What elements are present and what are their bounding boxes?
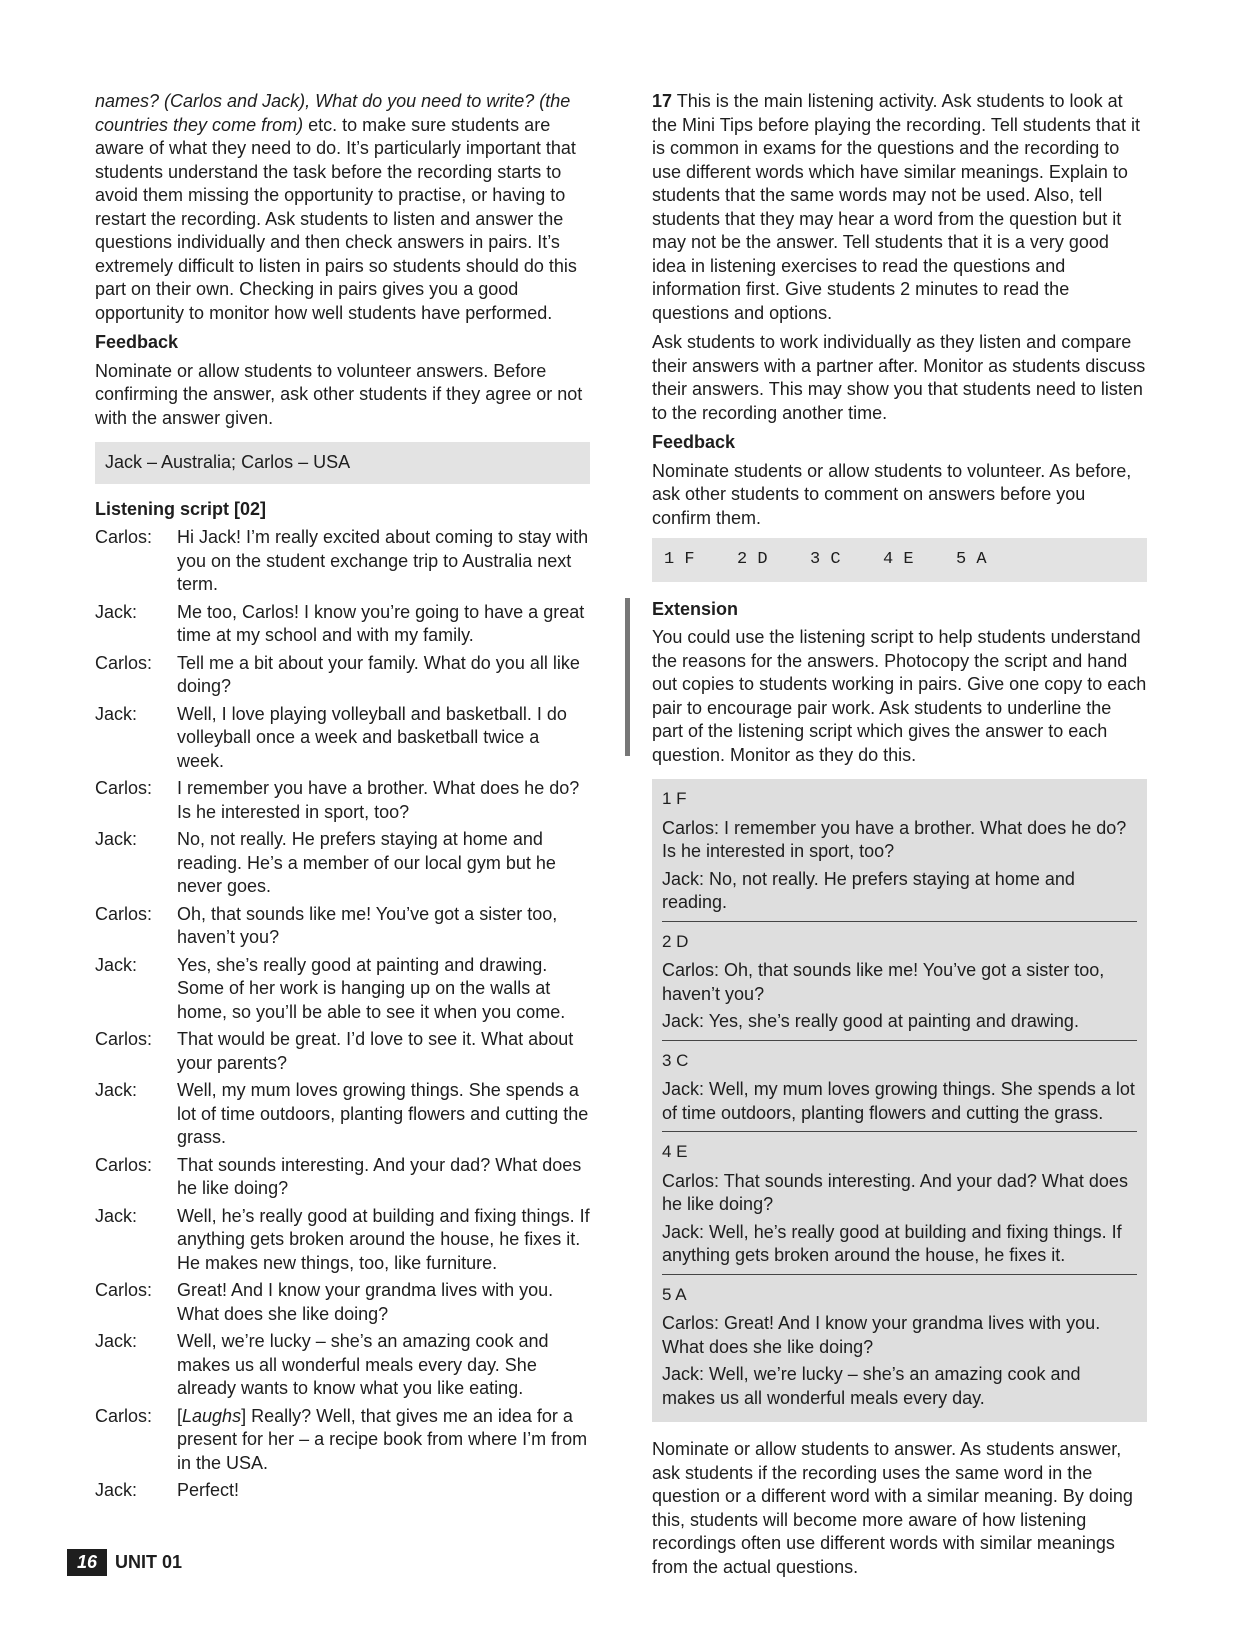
item-number: 17 xyxy=(652,91,673,111)
script-speaker: Jack: xyxy=(95,1331,138,1351)
closing-text: Nominate or allow students to answer. As students answer, ask students if the recording uses the same word in the question or a different word with a similar meaning. By doing this, students will become more aware of how listening recordings often use different words with similar meanings from the actual questions. xyxy=(652,1439,1133,1577)
script-text: Well, my mum loves growing things. She spends a lot of time outdoors, planting flowers and cutting the grass. xyxy=(177,1080,589,1147)
answer-key-item: 4 E xyxy=(883,550,914,569)
intro-italic: names? (Carlos and Jack), What do you need to write? (the countries they come from) xyxy=(95,91,571,135)
extension-group-label: 1 F xyxy=(662,789,687,808)
script-line xyxy=(95,1154,590,1201)
script-line xyxy=(95,1405,590,1476)
script-speaker: Carlos: xyxy=(95,1154,153,1175)
answer-key-item: 3 C xyxy=(810,550,841,569)
script-text: Oh, that sounds like me! You’ve got a sister too, haven’t you? xyxy=(177,903,558,947)
script-line xyxy=(95,954,590,1025)
answer-key-item: 2 D xyxy=(737,550,768,569)
script-line xyxy=(95,903,590,950)
extension-group xyxy=(662,930,1137,1041)
extension-group-line: Jack: Well, my mum loves growing things. She spends a lot of time outdoors, planting flowers and cutting the grass. xyxy=(662,1079,1135,1123)
script-heading: Listening script [02] xyxy=(95,498,267,519)
script-speaker: Jack: xyxy=(95,703,138,724)
script-line xyxy=(95,703,590,774)
unit-label: UNIT 01 xyxy=(115,1552,183,1572)
intro-rest: etc. to make sure students are aware of what they need to do. It’s particularly important that students understand the task before the recording starts to avoid them missing the opportunity to practise, or having to restart the recording. Ask students to listen and answer the questions individually and then check answers in pairs. It’s extremely difficult to listen in pairs so students should do this part on their own. Checking in pairs gives you a good opportunity to monitor how well students have performed. xyxy=(95,114,577,323)
script-line xyxy=(95,1479,590,1503)
work-text: Ask students to work individually as they listen and compare their answers with a partner after. Monitor as students discuss their answers. This may show you that students need to listen to the recording another time. xyxy=(652,332,1146,423)
script-text: Yes, she’s really good at painting and drawing. Some of her work is hanging up on the walls at home, so you’ll be able to see it when you come. xyxy=(177,954,566,1022)
script-text: Well, he’s really good at building and fixing things. If anything gets broken around the house, he fixes it. He makes new things, too, like furniture. xyxy=(177,1205,590,1273)
intro-paragraph xyxy=(95,90,590,325)
extension-group-line: Jack: Well, we’re lucky – she’s an amazing cook and makes us all wonderful meals every day. xyxy=(662,1364,1081,1408)
extension-group xyxy=(662,1049,1137,1133)
script-line xyxy=(95,652,590,699)
script-text: Hi Jack! I’m really excited about coming to stay with you on the student exchange trip to Australia next term. xyxy=(177,527,589,594)
extension-group-line: Carlos: That sounds interesting. And your dad? What does he like doing? xyxy=(662,1170,1128,1214)
extension-group-label: 4 E xyxy=(662,1142,688,1161)
extension-marker-bar xyxy=(625,598,630,756)
script-text: Well, we’re lucky – she’s an amazing cook and makes us all wonderful meals every day. She already wants to know what you like eating. xyxy=(177,1331,549,1398)
extension-group xyxy=(662,1283,1137,1417)
script-speaker: Jack: xyxy=(95,1480,138,1500)
script-text: Perfect! xyxy=(177,1480,240,1500)
left-column xyxy=(95,90,590,1507)
answer-key-item: 1 F xyxy=(664,550,695,569)
script-line xyxy=(95,777,590,824)
script-speaker: Carlos: xyxy=(95,778,153,798)
script-text: That would be great. I’d love to see it. What about your parents? xyxy=(177,1029,574,1073)
script-speaker: Carlos: xyxy=(95,1029,153,1049)
page-footer xyxy=(67,1549,182,1576)
script-text: That sounds interesting. And your dad? What does he like doing? xyxy=(177,1154,582,1198)
feedback-text-right: Nominate students or allow students to volunteer. As before, ask other students to comment on answers before you confirm them. xyxy=(652,460,1132,528)
script-text: Well, I love playing volleyball and basketball. I do volleyball once a week and basketball twice a week. xyxy=(177,703,567,771)
item-17-paragraph xyxy=(652,90,1147,325)
extension-script-box xyxy=(652,779,1147,1422)
script-line xyxy=(95,1330,590,1401)
extension-group-line: Jack: No, not really. He prefers staying at home and reading. xyxy=(662,868,1075,912)
feedback-text: Nominate or allow students to volunteer answers. Before confirming the answer, ask other students if they agree or not with the answer given. xyxy=(95,360,583,428)
script-text: Me too, Carlos! I know you’re going to have a great time at my school and with my family. xyxy=(177,601,585,645)
script-speaker: Carlos: xyxy=(95,527,153,547)
script-speaker: Carlos: xyxy=(95,1405,153,1426)
extension-group xyxy=(662,787,1137,922)
script-speaker: Carlos: xyxy=(95,903,153,924)
script-speaker: Jack: xyxy=(95,1205,138,1226)
script-text: Tell me a bit about your family. What do you all like doing? xyxy=(177,652,580,696)
extension-group xyxy=(662,1140,1137,1275)
answer-key-box xyxy=(652,538,1147,582)
script-line xyxy=(95,828,590,899)
script-speaker: Jack: xyxy=(95,601,138,622)
extension-group-label: 5 A xyxy=(662,1284,687,1304)
extension-heading: Extension xyxy=(652,598,739,619)
extension-group-line: Jack: Well, he’s really good at building and fixing things. If anything gets broken around the house, he fixes it. xyxy=(662,1221,1122,1265)
script-line xyxy=(95,1279,590,1326)
script-text: I remember you have a brother. What does he do? Is he interested in sport, too? xyxy=(177,778,580,822)
script-text: [Laughs] Really? Well, that gives me an idea for a present for her – a recipe book from where I’m from in the USA. xyxy=(177,1405,588,1473)
script-line xyxy=(95,1079,590,1150)
script-line xyxy=(95,1028,590,1075)
answer-key-item: 5 A xyxy=(956,550,987,569)
right-column xyxy=(652,90,1147,1585)
extension-group-line: Carlos: I remember you have a brother. What does he do? Is he interested in sport, too? xyxy=(662,817,1127,861)
extension-group-line: Carlos: Oh, that sounds like me! You’ve got a sister too, haven’t you? xyxy=(662,960,1105,1004)
listening-script xyxy=(95,526,590,1503)
script-line xyxy=(95,1205,590,1276)
extension-section xyxy=(652,598,1147,768)
script-line xyxy=(95,601,590,648)
script-line xyxy=(95,526,590,597)
script-speaker: Carlos: xyxy=(95,652,153,673)
item-text: This is the main listening activity. Ask students to look at the Mini Tips before playing the recording. Tell students that it is common in exams for the questions and the recording to use different words which have similar meanings. Explain to students that the same words may not be used. Also, tell students that they may hear a word from the question but it may not be the answer. Tell students that it is a very good idea in listening exercises to read the questions and information first. Give students 2 minutes to read the questions and options. xyxy=(652,91,1140,323)
extension-group-label: 2 D xyxy=(662,931,689,951)
feedback-heading: Feedback xyxy=(95,332,179,352)
script-speaker: Jack: xyxy=(95,829,138,849)
script-text: Great! And I know your grandma lives with you. What does she like doing? xyxy=(177,1280,554,1324)
page-number: 16 xyxy=(67,1549,107,1576)
extension-text: You could use the listening script to help students understand the reasons for the answers. Photocopy the script and hand out copies to students working in pairs. Give one copy to each pair to encourage pair work. Ask students to underline the part of the listening script which gives the answer to each question. Monitor as they do this. xyxy=(652,627,1147,765)
extension-group-line: Carlos: Great! And I know your grandma lives with you. What does she like doing? xyxy=(662,1313,1101,1357)
script-speaker: Jack: xyxy=(95,954,138,975)
extension-group-line: Jack: Yes, she’s really good at painting and drawing. xyxy=(662,1011,1079,1031)
answer-box: Jack – Australia; Carlos – USA xyxy=(95,442,590,484)
script-speaker: Carlos: xyxy=(95,1280,153,1300)
extension-group-label: 3 C xyxy=(662,1050,689,1070)
feedback-heading-right: Feedback xyxy=(652,432,736,452)
script-text: No, not really. He prefers staying at home and reading. He’s a member of our local gym but he never goes. xyxy=(177,829,556,896)
script-speaker: Jack: xyxy=(95,1080,138,1100)
